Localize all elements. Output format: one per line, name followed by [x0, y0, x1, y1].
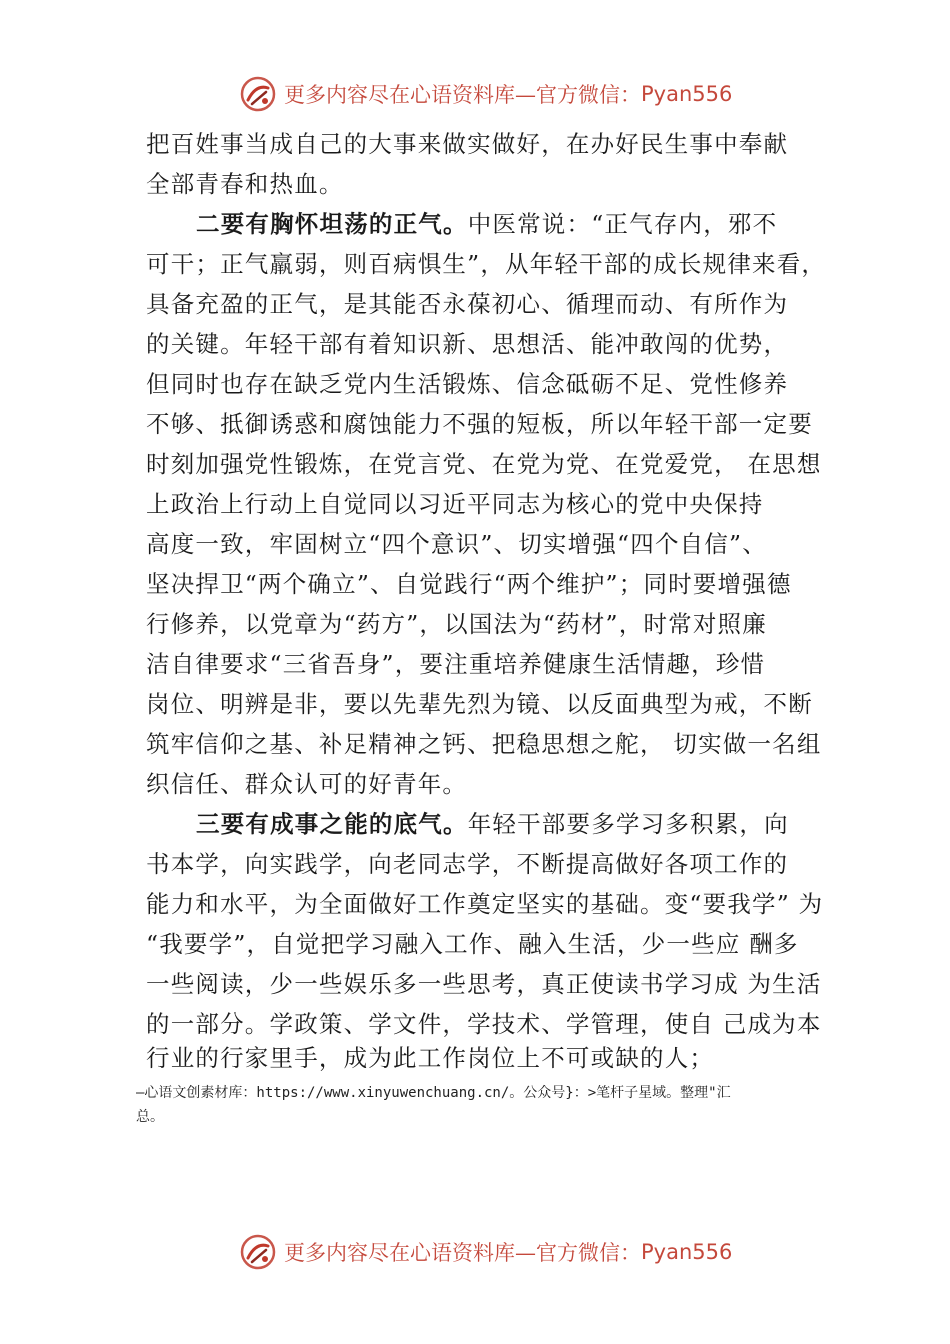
wechat-id: Pyan556: [641, 82, 733, 106]
banner-text: 更多内容尽在心语资料库—官方微信：: [284, 83, 641, 107]
brand-logo-icon: [238, 1232, 278, 1272]
text-line: 可干；正气羸弱，则百病惧生”，从年轻干部的成长规律来看，: [146, 250, 827, 278]
text-line: 行业的行家里手，成为此工作岗位上不可或缺的人；: [146, 1044, 715, 1072]
text-line: 的一部分。学政策、学文件，学技术、学管理，使自 己成为本: [146, 1010, 822, 1038]
banner-text: 更多内容尽在心语资料库—官方微信：: [284, 1241, 641, 1265]
text-line: 一些阅读，少一些娱乐多一些思考，真正使读书学习成 为生活: [146, 970, 822, 998]
text-line: 的关键。年轻干部有着知识新、思想活、能冲敢闯的优势，: [146, 330, 789, 358]
paragraph-line: [196, 208, 777, 240]
text-line: 不够、抵御诱惑和腐蚀能力不强的短板，所以年轻干部一定要: [146, 410, 813, 438]
wechat-id: Pyan556: [641, 1240, 733, 1264]
text-line: 筑牢信仰之基、补足精神之钙、把稳思想之舵， 切实做一名组: [146, 730, 822, 758]
text-line: 行修养，以党章为“药方”，以国法为“药材”，时常对照廉: [146, 610, 767, 638]
text-line: 把百姓事当成自己的大事来做实做好，在办好民生事中奉献: [146, 130, 789, 158]
footnote-line: 总。: [136, 1109, 164, 1125]
section-heading: 三要有成事之能的底气。: [196, 810, 468, 838]
text-line: 岗位、明辨是非，要以先辈先烈为镜、以反面典型为戒，不断: [146, 690, 813, 718]
top-banner: [238, 72, 732, 116]
text-line: 书本学，向实践学，向老同志学，不断提高做好各项工作的: [146, 850, 789, 878]
text-line: 能力和水平，为全面做好工作奠定坚实的基础。变“要我学” 为: [146, 890, 824, 918]
text-line: 织信任、群众认可的好青年。: [146, 770, 468, 798]
text-line: 具备充盈的正气，是其能否永葆初心、循理而动、有所作为: [146, 290, 789, 318]
text-line: 高度一致，牢固树立“四个意识”、切实增强“四个自信”、: [146, 530, 767, 558]
brand-logo-icon: [238, 74, 278, 114]
text-line: 时刻加强党性锻炼，在党言党、在党为党、在党爱党， 在思想: [146, 450, 822, 478]
footnote-line: —心语文创素材库：https://www.xinyuwenchuang.cn/。公众号}：>笔杆子星域。整理"汇: [136, 1085, 731, 1101]
bottom-banner: [238, 1230, 732, 1274]
paragraph-line: [196, 808, 789, 840]
text-line: 但同时也存在缺乏党内生活锻炼、信念砥砺不足、党性修养: [146, 370, 789, 398]
section-heading: 二要有胸怀坦荡的正气。: [196, 210, 468, 238]
text-line: 上政治上行动上自觉同以习近平同志为核心的党中央保持: [146, 490, 764, 518]
text-line: 年轻干部要多学习多积累，向: [467, 810, 789, 838]
text-line: 全部青春和热血。: [146, 170, 344, 198]
text-line: 洁自律要求“三省吾身”，要注重培养健康生活情趣，珍惜: [146, 650, 766, 678]
text-line: 中医常说：“正气存内，邪不: [467, 210, 778, 238]
text-line: 坚决捍卫“两个确立”、自觉践行“两个维护”；同时要增强德: [146, 570, 792, 598]
text-line: “我要学”，自觉把学习融入工作、融入生活，少一些应 酬多: [146, 930, 799, 958]
